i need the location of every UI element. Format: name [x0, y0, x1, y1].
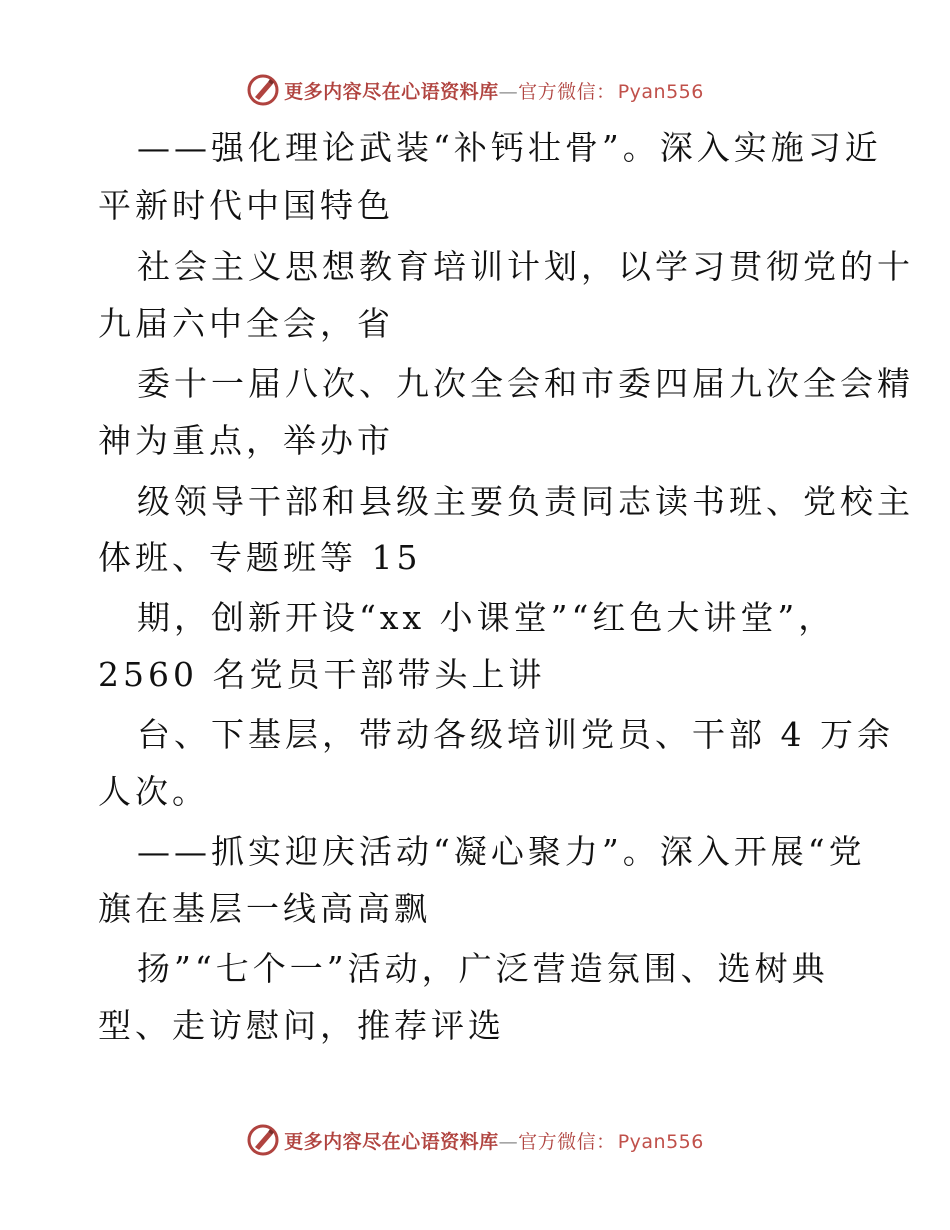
logo-icon [246, 73, 280, 107]
text-line: 级领导干部和县级主要负责同志读书班、党校主 [137, 482, 914, 521]
text-line: 平新时代中国特色 [98, 186, 394, 225]
text-line: 人次。 [98, 772, 209, 811]
watermark-wechat-id: Pyan556 [617, 80, 704, 103]
text-line: 型、走访慰问，推荐评选 [98, 1006, 505, 1045]
text-line: 九届六中全会，省 [98, 304, 394, 343]
footer-watermark [0, 1120, 950, 1160]
watermark-site-text: 更多内容尽在心语资料库 [284, 1130, 499, 1153]
text-line: 2560 名党员干部带头上讲 [98, 655, 546, 694]
watermark-dash: — [498, 1130, 519, 1153]
text-line: 期，创新开设“xx 小课堂”“红色大讲堂”， [137, 598, 836, 637]
logo-icon [246, 1123, 280, 1157]
watermark-wechat-id: Pyan556 [617, 1130, 704, 1153]
text-line: 体班、专题班等 15 [98, 538, 422, 577]
text-line: 旗在基层一线高高飘 [98, 889, 431, 928]
watermark-dash: — [498, 80, 519, 103]
text-line: 委十一届八次、九次全会和市委四届九次全会精 [137, 364, 914, 403]
text-line: ——强化理论武装“补钙壮骨”。深入实施习近 [137, 128, 882, 167]
text-line: ——抓实迎庆活动“凝心聚力”。深入开展“党 [137, 832, 866, 871]
text-line: 神为重点，举办市 [98, 421, 394, 460]
text-line: 台、下基层，带动各级培训党员、干部 4 万余 [137, 715, 894, 754]
text-line: 社会主义思想教育培训计划，以学习贯彻党的十 [137, 247, 914, 286]
watermark-wechat-label: 官方微信： [518, 1130, 616, 1153]
watermark-site-text: 更多内容尽在心语资料库 [284, 80, 499, 103]
header-watermark [0, 70, 950, 110]
watermark-wechat-label: 官方微信： [518, 80, 616, 103]
text-line: 扬”“七个一”活动，广泛营造氛围、选树典 [137, 949, 829, 988]
